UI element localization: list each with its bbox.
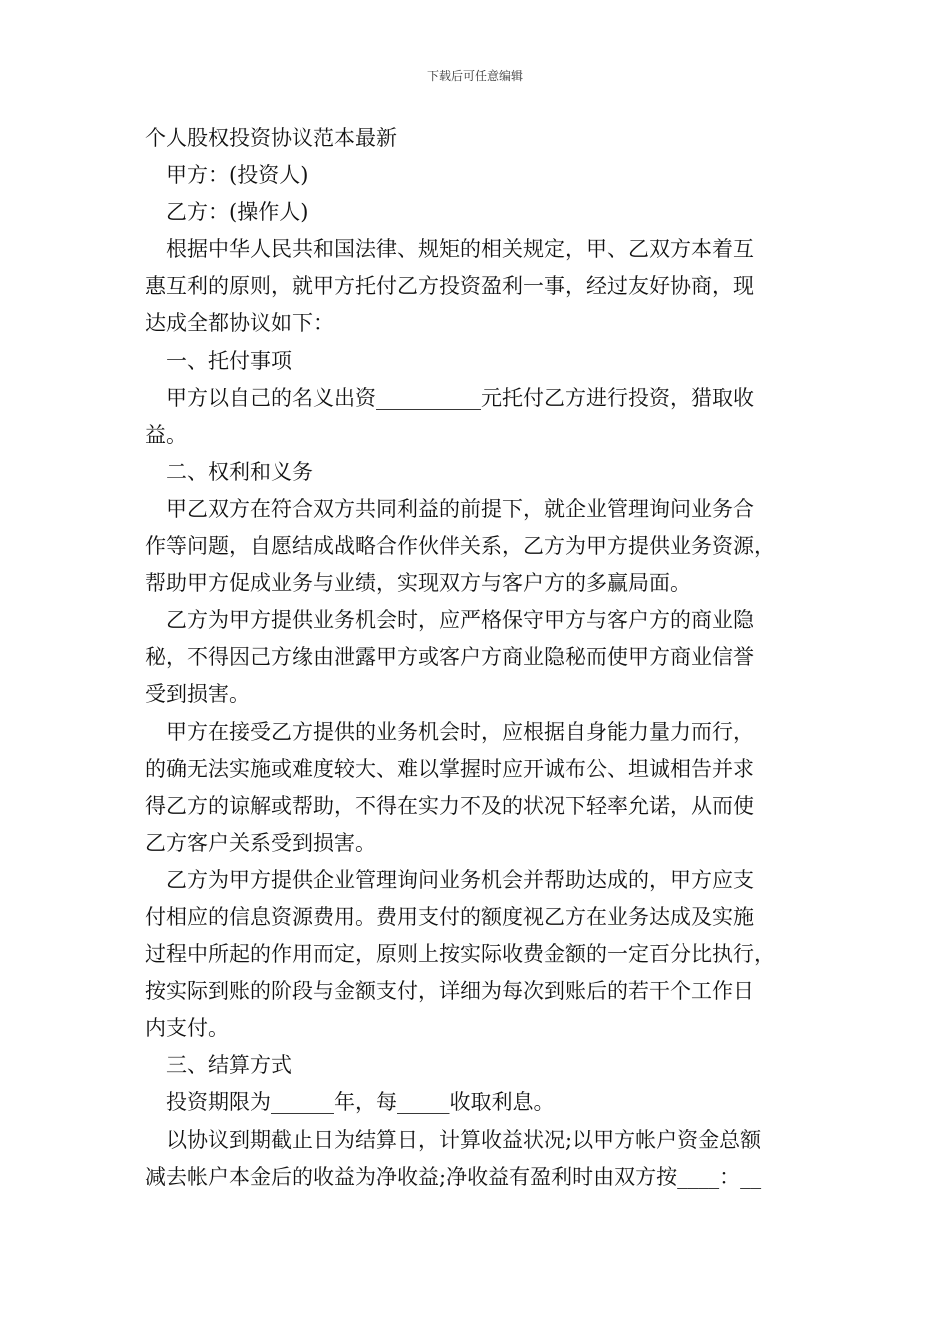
paragraph-line: 惠互利的原则，就甲方托付乙方投资盈利一事，经过友好协商，现: [145, 274, 754, 299]
paragraph-line: 减去帐户本金后的收益为净收益;净收益有盈利时由双方按____：__: [145, 1164, 762, 1189]
party-b-line: 乙方：(操作人): [166, 200, 309, 225]
paragraph-line: 以协议到期截止日为结算日，计算收益状况;以甲方帐户资金总额: [166, 1127, 762, 1152]
document-body: [145, 120, 810, 1196]
paragraph-line: 受到损害。: [145, 682, 250, 707]
paragraph-line: 根据中华人民共和国法律、规矩的相关规定，甲、乙双方本着互: [166, 237, 754, 262]
paragraph-line: 秘，不得因己方缘由泄露甲方或客户方商业隐秘而使甲方商业信誉: [145, 645, 754, 670]
paragraph-line: 内支付。: [145, 1016, 229, 1041]
party-a-line: 甲方：(投资人): [166, 163, 309, 188]
paragraph-line: 达成全都协议如下：: [145, 311, 334, 336]
paragraph-line: 甲乙双方在符合双方共同利益的前提下，就企业管理询问业务合: [166, 496, 754, 521]
paragraph-line: 的确无法实施或难度较大、难以掌握时应开诚布公、坦诚相告并求: [145, 756, 754, 781]
section-heading-3: 三、结算方式: [166, 1053, 292, 1078]
paragraph-line: 乙方为甲方提供企业管理询问业务机会并帮助达成的，甲方应支: [166, 867, 754, 892]
paragraph-line: 乙方为甲方提供业务机会时，应严格保守甲方与客户方的商业隐: [166, 608, 754, 633]
paragraph-line: 益。: [145, 422, 187, 447]
paragraph-line: 按实际到账的阶段与金额支付，详细为每次到账后的若干个工作日: [145, 979, 754, 1004]
paragraph-line: 帮助甲方促成业务与业绩，实现双方与客户方的多赢局面。: [145, 571, 691, 596]
paragraph-line: 过程中所起的作用而定，原则上按实际收费金额的一定百分比执行，: [145, 942, 775, 967]
section-heading-1: 一、托付事项: [166, 348, 292, 373]
paragraph-line: 投资期限为______年，每_____收取利息。: [166, 1090, 555, 1115]
paragraph-line: 得乙方的谅解或帮助，不得在实力不及的状况下轻率允诺，从而使: [145, 793, 754, 818]
page-header-note: 下载后可任意编辑: [426, 69, 523, 83]
document-title: 个人股权投资协议范本最新: [145, 126, 397, 150]
paragraph-line: 付相应的信息资源费用。费用支付的额度视乙方在业务达成及实施: [145, 904, 754, 929]
paragraph-line: 甲方以自己的名义出资__________元托付乙方进行投资，猎取收: [166, 385, 754, 410]
paragraph-line: 作等问题，自愿结成战略合作伙伴关系，乙方为甲方提供业务资源，: [145, 534, 775, 559]
paragraph-line: 甲方在接受乙方提供的业务机会时，应根据自身能力量力而行，: [166, 719, 754, 744]
section-heading-2: 二、权利和义务: [166, 459, 313, 484]
paragraph-line: 乙方客户关系受到损害。: [145, 830, 376, 855]
